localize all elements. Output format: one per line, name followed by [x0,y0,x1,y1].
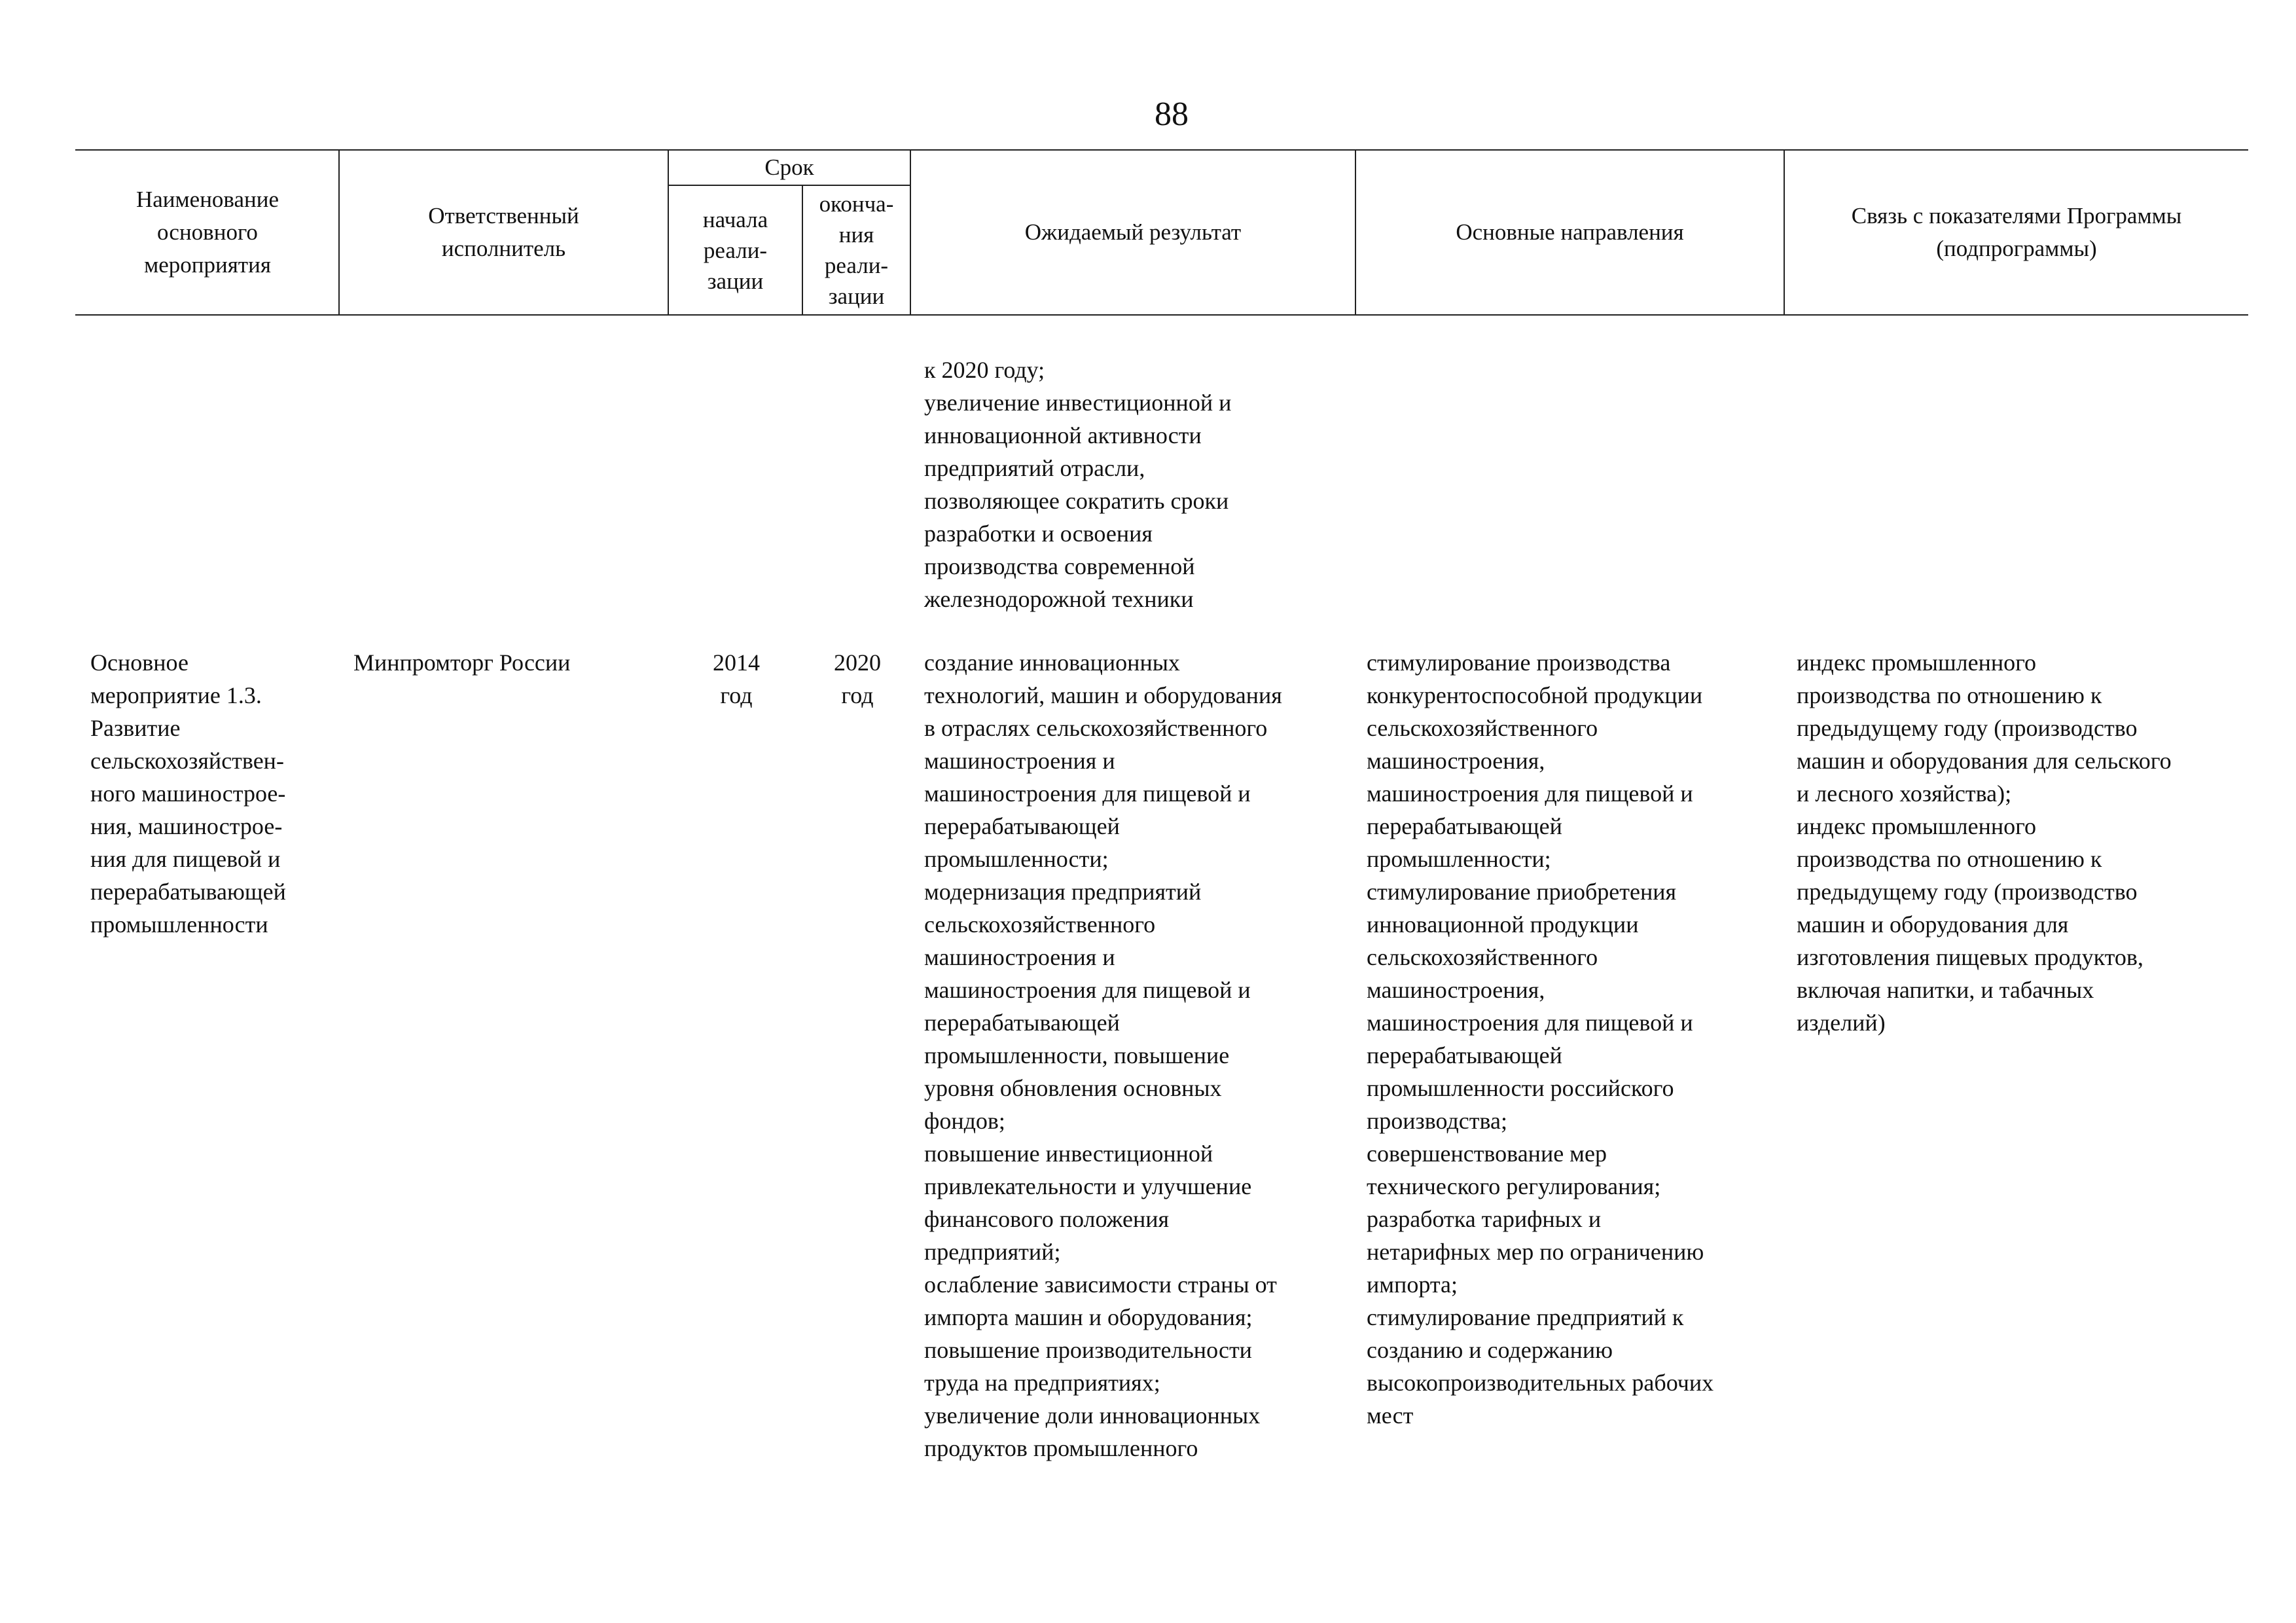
header-term-start: начала реали- зации [702,206,768,294]
row-executor: Минпромторг России [353,649,571,676]
row-end: 2020 год [834,649,881,708]
row-start: 2014 год [713,649,760,708]
row-directions: стимулирование производства конкурентоспособной продукции сельскохозяйственного машиностроения, машиностроения для пищевой и перерабатывающей промышленности; стимулирование приобретения инновационной продукции сельскохозяйственного машиностроения, машиностроения для пищевой и перерабатывающей промышленности российского производства; совершенствование мер технического регулирования; разработка тарифных и нетарифных мер по ограничению импорта; стимулирование предприятий к созданию и содержанию высокопроизводительных рабочих мест [1367,649,1714,1429]
row-link: индекс промышленного производства по отношению к предыдущему году (производство машин и оборудования для сельского и лесного хозяйства); индекс промышленного производства по отношению к предыдущему году (производство машин и оборудования для изготовления пищевых продуктов, включая напитки, и табачных изделий) [1797,649,2172,1036]
row-name: Основное мероприятие 1.3. Развитие сельскохозяйствен- ного машинострое- ния, машинострое- ния для пищевой и перерабатывающей промышленности [90,649,286,938]
page-number: 88 [1155,96,1189,133]
row-result: создание инновационных технологий, машин и оборудования в отраслях сельскохозяйственного машиностроения и машиностроения для пищевой и перерабатывающей промышленности; модернизация предприятий сельскохозяйственного машиностроения и машиностроения для пищевой и перерабатывающей промышленности, повышение уровня обновления основных фондов; повышение инвестиционной привлекательности и улучшение финансового положения предприятий; ослабление зависимости страны от импорта машин и оборудования; повышение производительности труда на предприятиях; увеличение доли инновационных продуктов промышленного [924,649,1282,1461]
header-term-end: оконча- ния реали- зации [819,191,894,309]
header-directions: Основные направления [1456,219,1684,245]
header-executor: Ответственный исполнитель [428,203,579,261]
header-link: Связь с показателями Программы (подпрограммы) [1851,203,2182,261]
header-term: Срок [764,155,814,180]
header-result: Ожидаемый результат [1024,219,1242,245]
header-name: Наименование основного мероприятия [135,187,279,278]
header-bottom-rule [75,314,2248,316]
result-continuation: к 2020 году; увеличение инвестиционной и инновационной активности предприятий отрасли, позволяющее сократить сроки разработки и освоения производства современной железнодорожной техники [924,357,1232,612]
